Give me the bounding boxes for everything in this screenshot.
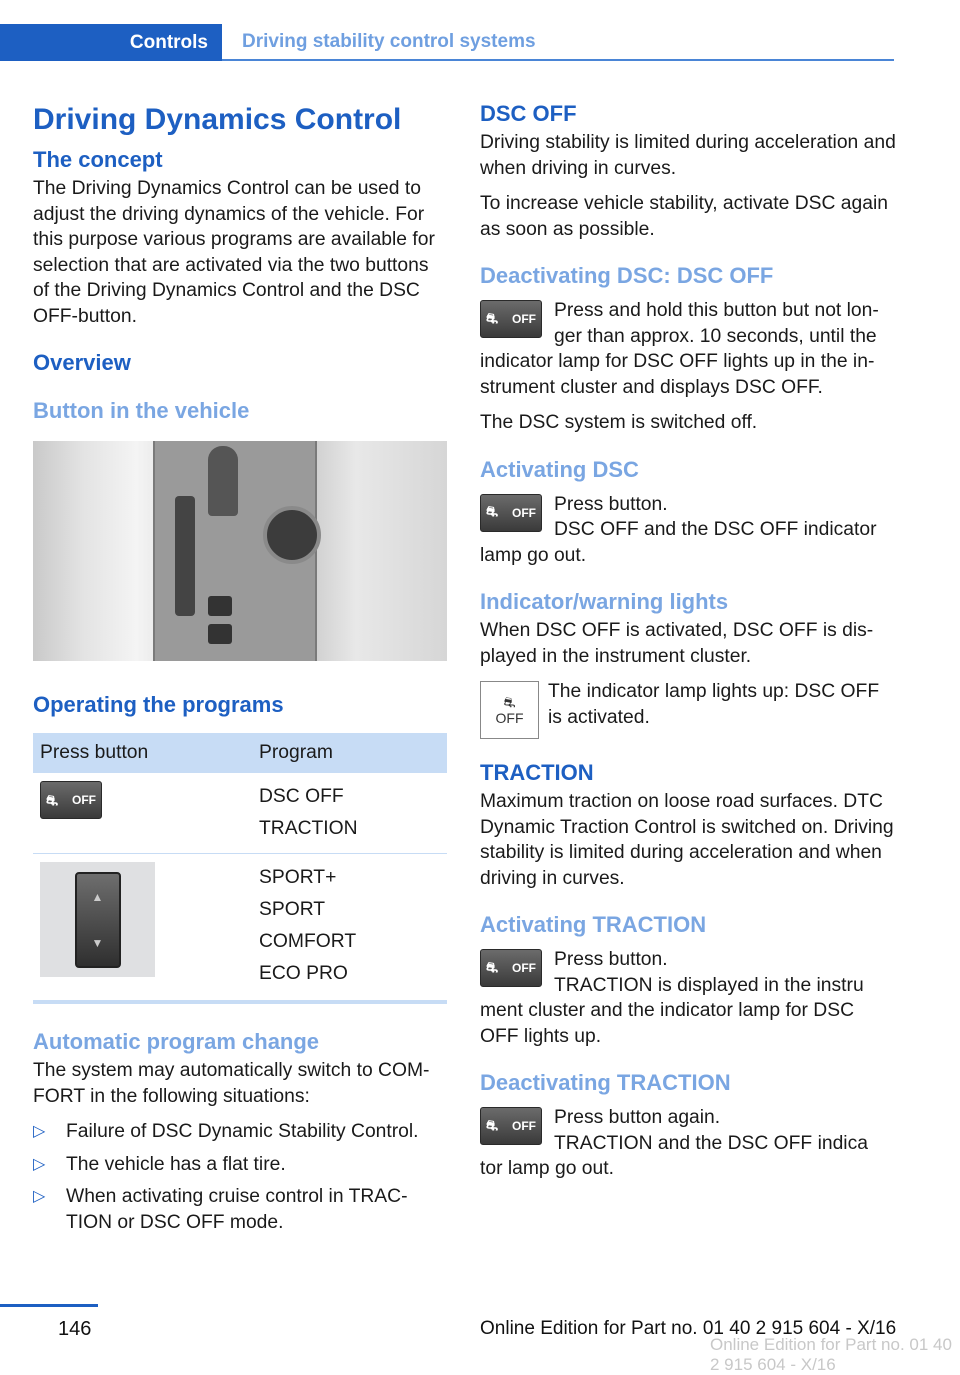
- traction-text: Maximum traction on loose road surfaces. DTC Dynamic Traction Control is switched on. Driving stability is limited during acceleration and when driving in curves.: [480, 791, 894, 889]
- list-item: ▷ Failure of DSC Dynamic Stability Control.: [33, 1119, 447, 1145]
- dsc-off-button-icon: ⛐ OFF: [40, 781, 102, 819]
- deactivating-dsc-block: [480, 298, 896, 400]
- overview-heading: Overview: [33, 350, 131, 375]
- indicator-text: When DSC OFF is activated, DSC OFF is displayed in the instrument cluster.: [480, 620, 874, 667]
- concept-text: The Driving Dynamics Control can be used to adjust the driving dynamics of the vehicle. For this purpose various programs are available for selection that are activated via the two buttons of the Driving Dynamics Control and the DSC OFF-button.: [33, 178, 435, 327]
- dsc-off-button-icon: ⛐ OFF: [480, 300, 542, 338]
- deactivating-dsc-heading: Deactivating DSC: DSC OFF: [480, 263, 774, 288]
- auto-change-list: [33, 1119, 447, 1235]
- dsc-off-button-icon: ⛐ OFF: [480, 494, 542, 532]
- operating-programs-heading: Operating the programs: [33, 692, 284, 717]
- table-row: [33, 773, 447, 854]
- triangle-bullet-icon: ▷: [33, 1123, 46, 1140]
- program-traction: TRACTION: [259, 818, 358, 839]
- programs-table: [33, 733, 447, 1004]
- footer-bar: [0, 1304, 98, 1307]
- indicator-lamp-text: The indicator lamp lights up: DSC OFF is activated.: [548, 681, 880, 728]
- dsc-off-button-icon: ⛐ OFF: [480, 1107, 542, 1145]
- header-subsection: Driving stability control systems: [222, 24, 894, 61]
- deactivating-dsc-text: Press and hold this button but not longer than approx. 10 seconds, until the: [554, 300, 879, 347]
- dsc-off-text-1: Driving stability is limited during acceleration and when driving in curves.: [480, 132, 896, 179]
- parking-brake-button: [208, 596, 232, 616]
- dsc-off-button-icon: ⛐ OFF: [480, 949, 542, 987]
- activating-dsc-text-2: DSC OFF and the DSC OFF indicator: [554, 519, 877, 540]
- activating-traction-text-2: TRACTION is displayed in the instru: [554, 974, 864, 996]
- button-in-vehicle-heading: Button in the vehicle: [33, 398, 250, 423]
- deactivating-traction-block: [480, 1105, 896, 1182]
- program-sport-plus: SPORT+: [259, 867, 337, 888]
- concept-heading: The concept: [33, 147, 163, 172]
- program-eco-pro: ECO PRO: [259, 963, 348, 984]
- activating-traction-text-cont: ment cluster and the indicator lamp for DSC OFF lights up.: [480, 1000, 855, 1047]
- auto-change-heading: Automatic program change: [33, 1029, 320, 1054]
- auto-change-text: The system may automatically switch to COMFORT in the following situations:: [33, 1060, 430, 1107]
- edition-text: Online Edition for Part no. 01 40 2 915 604 - X/16: [480, 1318, 897, 1339]
- right-column: [480, 100, 896, 1192]
- program-dsc-off: DSC OFF: [259, 786, 344, 807]
- button-strip: [175, 496, 195, 616]
- dsc-off-indicator-lamp-icon: ⛐ OFF: [480, 681, 539, 739]
- watermark: Online Edition for Part no. 01 40 2 915 604 - X/16: [710, 1335, 952, 1374]
- rocker-switch-icon: ▲ ▼: [40, 862, 155, 977]
- dsc-switched-off-text: The DSC system is switched off.: [480, 412, 758, 433]
- activating-traction-block: [480, 947, 896, 1049]
- idrive-controller: [263, 506, 321, 564]
- header-section-tab: Controls: [0, 24, 222, 61]
- table-header-press-button: Press button: [33, 733, 252, 773]
- activating-traction-heading: Activating TRACTION: [480, 912, 707, 937]
- traction-heading: TRACTION: [480, 760, 594, 785]
- dsc-off-heading: DSC OFF: [480, 101, 577, 126]
- program-sport: SPORT: [259, 899, 326, 920]
- center-console-photo: [33, 441, 447, 661]
- list-item: ▷ When activating cruise control in TRACTION or DSC OFF mode.: [33, 1186, 408, 1233]
- activating-dsc-block: [480, 492, 896, 569]
- table-row: [33, 854, 447, 1003]
- list-item: ▷ The vehicle has a flat tire.: [33, 1152, 447, 1178]
- activating-dsc-heading: Activating DSC: [480, 456, 639, 482]
- activating-dsc-text-cont: lamp go out.: [480, 544, 587, 566]
- indicator-lamp-block: [480, 679, 896, 739]
- left-column: [33, 100, 447, 1242]
- deactivating-traction-text-2: TRACTION and the DSC OFF indica: [554, 1132, 868, 1154]
- deactivating-dsc-text-cont: indicator lamp for DSC OFF lights up in the instrument cluster and displays DSC OFF.: [480, 351, 875, 398]
- dsc-off-text-2: To increase vehicle stability, activate DSC again as soon as possible.: [480, 193, 888, 240]
- auto-hold-button: [208, 624, 232, 644]
- deactivating-traction-text-1: Press button again.: [554, 1107, 721, 1128]
- deactivating-traction-text-cont: tor lamp go out.: [480, 1158, 614, 1179]
- table-header-program: Program: [252, 733, 447, 773]
- activating-dsc-text-1: Press button.: [554, 493, 668, 515]
- page-title: Driving Dynamics Control: [33, 103, 402, 136]
- deactivating-traction-heading: Deactivating TRACTION: [480, 1070, 731, 1095]
- triangle-bullet-icon: ▷: [33, 1155, 46, 1173]
- activating-traction-text-1: Press button.: [554, 949, 668, 970]
- program-comfort: COMFORT: [259, 931, 357, 952]
- page-number: 146: [58, 1318, 92, 1340]
- triangle-bullet-icon: ▷: [33, 1188, 46, 1205]
- indicator-lights-heading: Indicator/warning lights: [480, 589, 729, 614]
- gear-shifter: [208, 446, 238, 516]
